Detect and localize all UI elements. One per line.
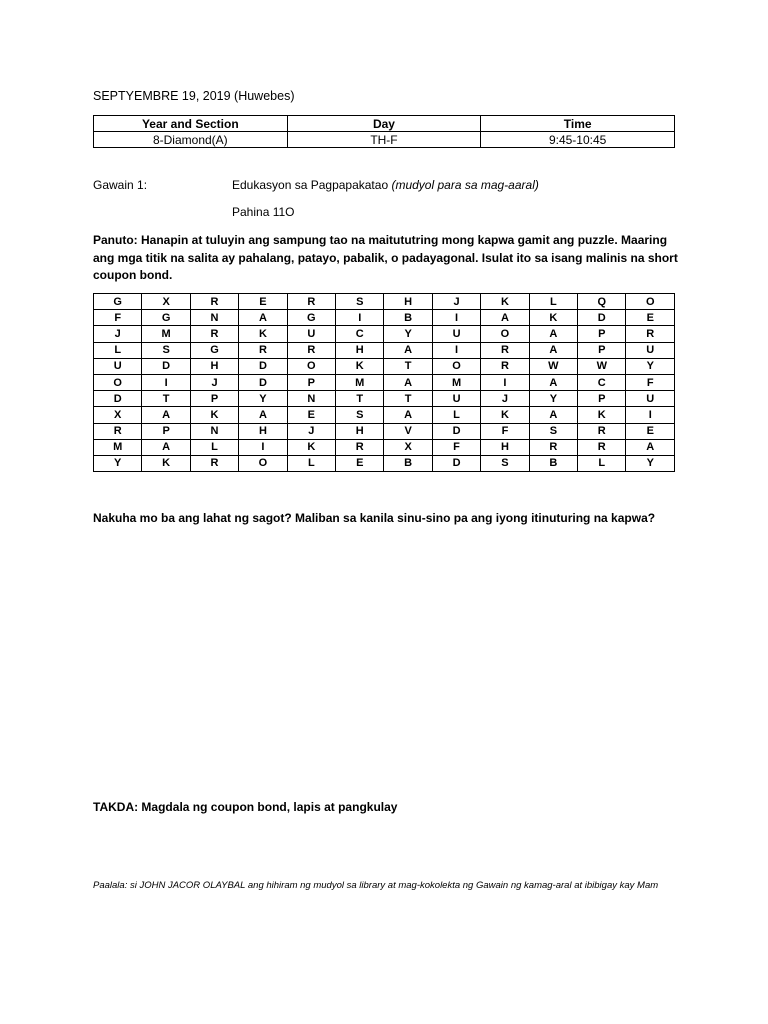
- puzzle-cell: F: [94, 310, 142, 326]
- puzzle-cell: W: [578, 358, 626, 374]
- puzzle-cell: A: [529, 374, 577, 390]
- puzzle-cell: I: [239, 439, 287, 455]
- puzzle-cell: N: [190, 310, 238, 326]
- puzzle-cell: T: [384, 358, 432, 374]
- puzzle-cell: A: [142, 439, 190, 455]
- puzzle-cell: E: [239, 294, 287, 310]
- puzzle-cell: R: [336, 439, 384, 455]
- puzzle-cell: R: [239, 342, 287, 358]
- puzzle-row: [94, 358, 675, 374]
- puzzle-cell: E: [287, 407, 335, 423]
- puzzle-cell: K: [190, 407, 238, 423]
- puzzle-cell: A: [239, 310, 287, 326]
- puzzle-cell: J: [190, 374, 238, 390]
- puzzle-cell: L: [190, 439, 238, 455]
- puzzle-cell: Q: [578, 294, 626, 310]
- puzzle-cell: I: [626, 407, 675, 423]
- puzzle-cell: R: [287, 294, 335, 310]
- puzzle-cell: A: [384, 407, 432, 423]
- puzzle-cell: G: [287, 310, 335, 326]
- puzzle-cell: O: [432, 358, 480, 374]
- puzzle-cell: P: [578, 391, 626, 407]
- puzzle-cell: H: [336, 342, 384, 358]
- puzzle-cell: Y: [239, 391, 287, 407]
- instructions: Panuto: Hanapin at tuluyin ang sampung tao na maitututring mong kapwa gamit ang puzzle. Maaring ang mga titik na salita ay pahalang, patayo, pabalik, o padayagonal. Isulat ito sa isang malinis na short coupon bond.: [93, 233, 678, 282]
- puzzle-cell: Y: [384, 326, 432, 342]
- puzzle-cell: U: [94, 358, 142, 374]
- puzzle-cell: X: [94, 407, 142, 423]
- puzzle-cell: X: [384, 439, 432, 455]
- puzzle-cell: F: [481, 423, 529, 439]
- puzzle-cell: F: [432, 439, 480, 455]
- puzzle-row: [94, 294, 675, 310]
- puzzle-cell: A: [529, 326, 577, 342]
- puzzle-cell: J: [287, 423, 335, 439]
- puzzle-cell: I: [142, 374, 190, 390]
- puzzle-row: [94, 374, 675, 390]
- puzzle-cell: G: [190, 342, 238, 358]
- puzzle-cell: A: [142, 407, 190, 423]
- puzzle-cell: K: [481, 294, 529, 310]
- puzzle-cell: A: [384, 342, 432, 358]
- puzzle-cell: Y: [94, 455, 142, 471]
- puzzle-cell: T: [142, 391, 190, 407]
- puzzle-cell: X: [142, 294, 190, 310]
- puzzle-cell: R: [529, 439, 577, 455]
- puzzle-cell: S: [481, 455, 529, 471]
- subject-title: Edukasyon sa Pagpapakatao: [232, 178, 389, 192]
- puzzle-cell: H: [384, 294, 432, 310]
- puzzle-cell: D: [432, 455, 480, 471]
- puzzle-row: [94, 407, 675, 423]
- puzzle-cell: R: [190, 326, 238, 342]
- puzzle-row: [94, 326, 675, 342]
- page-reference: Pahina 11O: [232, 205, 295, 219]
- puzzle-cell: P: [578, 342, 626, 358]
- puzzle-cell: I: [336, 310, 384, 326]
- puzzle-cell: U: [432, 326, 480, 342]
- puzzle-row: [94, 423, 675, 439]
- puzzle-cell: E: [626, 423, 675, 439]
- puzzle-cell: A: [626, 439, 675, 455]
- schedule-header-time: Time: [481, 116, 675, 132]
- puzzle-cell: O: [94, 374, 142, 390]
- puzzle-cell: A: [529, 342, 577, 358]
- puzzle-cell: I: [432, 342, 480, 358]
- puzzle-cell: O: [481, 326, 529, 342]
- puzzle-cell: K: [578, 407, 626, 423]
- puzzle-cell: N: [190, 423, 238, 439]
- puzzle-cell: P: [578, 326, 626, 342]
- puzzle-cell: S: [142, 342, 190, 358]
- puzzle-cell: P: [190, 391, 238, 407]
- gawain-subject: [232, 178, 539, 192]
- puzzle-row: [94, 310, 675, 326]
- homework-note: TAKDA: Magdala ng coupon bond, lapis at pangkulay: [93, 800, 398, 814]
- puzzle-cell: M: [432, 374, 480, 390]
- puzzle-cell: G: [142, 310, 190, 326]
- puzzle-cell: T: [384, 391, 432, 407]
- puzzle-cell: R: [481, 358, 529, 374]
- puzzle-cell: I: [432, 310, 480, 326]
- puzzle-cell: K: [142, 455, 190, 471]
- puzzle-row: [94, 391, 675, 407]
- puzzle-cell: A: [481, 310, 529, 326]
- puzzle-cell: K: [336, 358, 384, 374]
- puzzle-cell: D: [578, 310, 626, 326]
- subject-note: (mudyol para sa mag-aaral): [391, 178, 539, 192]
- puzzle-cell: D: [239, 374, 287, 390]
- puzzle-cell: E: [626, 310, 675, 326]
- puzzle-cell: O: [239, 455, 287, 471]
- puzzle-cell: R: [578, 423, 626, 439]
- puzzle-cell: Y: [626, 358, 675, 374]
- puzzle-cell: Y: [626, 455, 675, 471]
- puzzle-cell: P: [142, 423, 190, 439]
- puzzle-cell: D: [239, 358, 287, 374]
- puzzle-cell: H: [239, 423, 287, 439]
- reminder-note: Paalala: si JOHN JACOR OLAYBAL ang hihiram ng mudyol sa library at mag-kokolekta ng Gawain ng kamag-aral at ibibigay kay Mam: [93, 880, 659, 891]
- puzzle-cell: O: [287, 358, 335, 374]
- puzzle-cell: O: [626, 294, 675, 310]
- puzzle-cell: P: [287, 374, 335, 390]
- puzzle-cell: K: [239, 326, 287, 342]
- puzzle-cell: D: [432, 423, 480, 439]
- puzzle-cell: E: [336, 455, 384, 471]
- puzzle-cell: B: [384, 455, 432, 471]
- puzzle-cell: N: [287, 391, 335, 407]
- puzzle-cell: R: [190, 455, 238, 471]
- puzzle-cell: Y: [529, 391, 577, 407]
- puzzle-cell: R: [626, 326, 675, 342]
- puzzle-cell: R: [481, 342, 529, 358]
- gawain-label: Gawain 1:: [93, 178, 148, 192]
- schedule-header-day: Day: [287, 116, 481, 132]
- schedule-data-row: [94, 132, 675, 148]
- puzzle-cell: F: [626, 374, 675, 390]
- schedule-time: 9:45-10:45: [481, 132, 675, 148]
- puzzle-cell: C: [336, 326, 384, 342]
- puzzle-cell: M: [336, 374, 384, 390]
- puzzle-cell: S: [336, 294, 384, 310]
- word-search-grid: [93, 293, 675, 472]
- puzzle-cell: D: [94, 391, 142, 407]
- puzzle-row: [94, 455, 675, 471]
- puzzle-cell: D: [142, 358, 190, 374]
- puzzle-row: [94, 439, 675, 455]
- puzzle-cell: K: [481, 407, 529, 423]
- puzzle-cell: A: [529, 407, 577, 423]
- puzzle-cell: U: [626, 391, 675, 407]
- question: Nakuha mo ba ang lahat ng sagot? Maliban sa kanila sinu-sino pa ang iyong itinuturing na kapwa?: [93, 511, 656, 525]
- puzzle-cell: G: [94, 294, 142, 310]
- puzzle-cell: L: [287, 455, 335, 471]
- schedule-day: TH-F: [287, 132, 481, 148]
- puzzle-cell: L: [94, 342, 142, 358]
- puzzle-cell: J: [94, 326, 142, 342]
- puzzle-cell: J: [481, 391, 529, 407]
- puzzle-cell: V: [384, 423, 432, 439]
- puzzle-cell: T: [336, 391, 384, 407]
- puzzle-cell: J: [432, 294, 480, 310]
- puzzle-cell: K: [287, 439, 335, 455]
- puzzle-cell: R: [190, 294, 238, 310]
- puzzle-cell: W: [529, 358, 577, 374]
- puzzle-cell: L: [529, 294, 577, 310]
- puzzle-cell: C: [578, 374, 626, 390]
- puzzle-cell: I: [481, 374, 529, 390]
- puzzle-cell: B: [529, 455, 577, 471]
- puzzle-cell: U: [626, 342, 675, 358]
- puzzle-cell: M: [94, 439, 142, 455]
- puzzle-cell: R: [94, 423, 142, 439]
- schedule-table: [93, 115, 675, 148]
- puzzle-cell: B: [384, 310, 432, 326]
- puzzle-cell: L: [578, 455, 626, 471]
- date-line: SEPTYEMBRE 19, 2019 (Huwebes): [93, 89, 295, 103]
- puzzle-cell: H: [336, 423, 384, 439]
- puzzle-cell: R: [578, 439, 626, 455]
- puzzle-cell: H: [481, 439, 529, 455]
- puzzle-cell: K: [529, 310, 577, 326]
- puzzle-cell: S: [336, 407, 384, 423]
- schedule-header-row: [94, 116, 675, 132]
- schedule-header-year-section: Year and Section: [94, 116, 288, 132]
- puzzle-cell: M: [142, 326, 190, 342]
- puzzle-cell: A: [239, 407, 287, 423]
- puzzle-cell: U: [287, 326, 335, 342]
- puzzle-cell: U: [432, 391, 480, 407]
- puzzle-cell: H: [190, 358, 238, 374]
- puzzle-row: [94, 342, 675, 358]
- schedule-year-section: 8-Diamond(A): [94, 132, 288, 148]
- puzzle-cell: A: [384, 374, 432, 390]
- puzzle-cell: S: [529, 423, 577, 439]
- puzzle-cell: L: [432, 407, 480, 423]
- puzzle-cell: R: [287, 342, 335, 358]
